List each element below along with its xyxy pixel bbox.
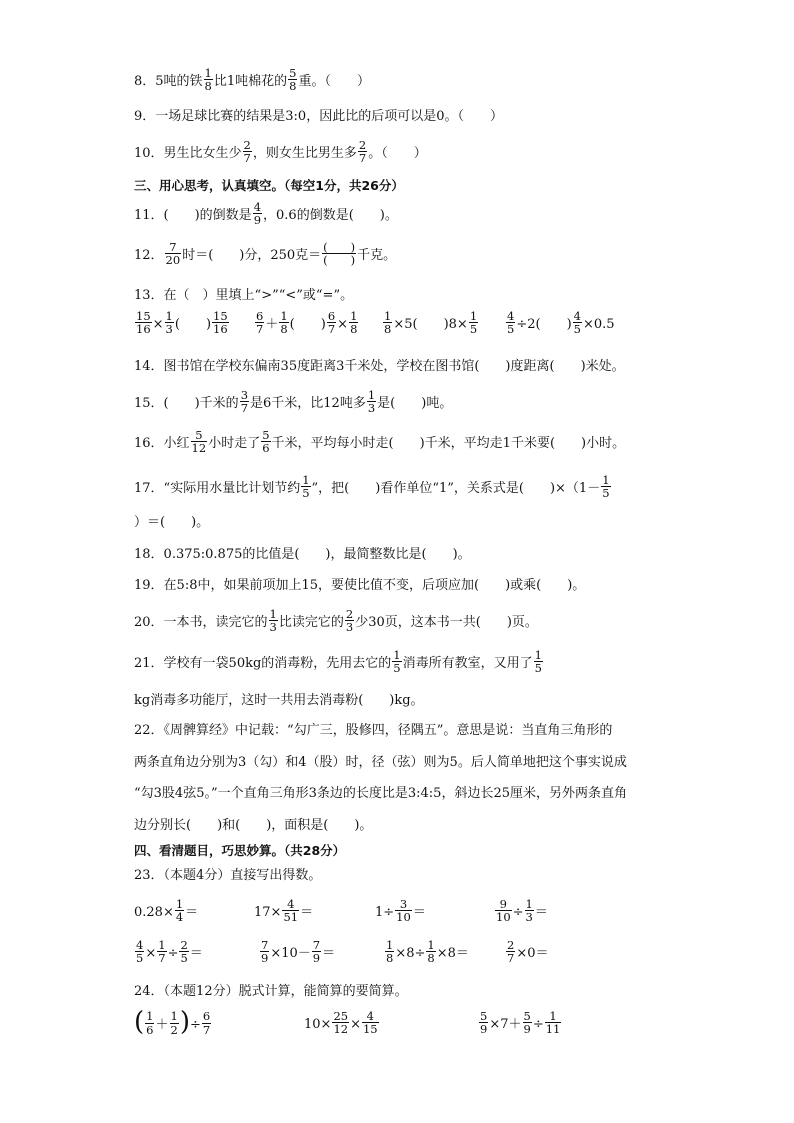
fraction-numerator: 4 <box>136 938 144 952</box>
fraction <box>269 608 278 633</box>
text-segment: ＝ <box>412 905 426 921</box>
text-segment: 。（ ） <box>368 146 427 162</box>
question-8 <box>134 66 370 94</box>
text-segment: 小时走了 <box>208 436 261 452</box>
text-segment: 10．男生比女生少 <box>134 146 242 162</box>
text-segment: ÷ <box>167 946 179 962</box>
fraction <box>367 389 376 414</box>
question-20 <box>134 607 538 635</box>
text-segment: 16．小红 <box>134 436 190 452</box>
fraction-numerator: 15 <box>213 309 228 323</box>
question-23 <box>134 869 321 882</box>
comparison-3[interactable] <box>382 309 479 337</box>
fraction <box>506 939 515 964</box>
fraction <box>204 67 213 92</box>
fraction-numerator: 5 <box>191 429 208 442</box>
fraction-denominator: 5 <box>573 322 581 337</box>
comparison-2[interactable] <box>254 309 359 337</box>
fraction-numerator: 1 <box>602 473 610 487</box>
fraction-denominator: 12 <box>333 1022 349 1037</box>
fraction-denominator: 16 <box>213 322 228 337</box>
fraction-denominator: 5 <box>602 486 610 501</box>
fraction <box>288 67 297 92</box>
fraction-denominator: 8 <box>386 951 394 966</box>
fraction <box>362 1010 379 1035</box>
question-21 <box>134 648 544 676</box>
fraction-numerator: 1 <box>367 388 376 402</box>
fraction <box>279 310 288 335</box>
q8-text-c: 重。（ ） <box>298 74 370 90</box>
fraction-numerator: 3 <box>395 898 412 911</box>
text-segment: ÷ <box>512 905 524 921</box>
text-segment: ＝ <box>189 946 203 962</box>
text-segment: 17．“实际用水量比计划节约 <box>134 481 301 497</box>
fraction-numerator: 1 <box>269 607 277 621</box>
fraction-numerator: 2 <box>358 138 367 152</box>
question-24 <box>134 985 408 998</box>
oral-calc-3[interactable] <box>375 897 426 925</box>
text-segment: ＝ <box>322 946 336 962</box>
fraction-numerator: 4 <box>282 898 299 911</box>
fraction-numerator: 5 <box>480 1009 488 1023</box>
text-segment: 17× <box>254 905 282 921</box>
oral-calc-6[interactable] <box>259 938 336 966</box>
fraction-numerator: 3 <box>240 388 249 402</box>
fraction-denominator: 5 <box>534 661 542 676</box>
fraction <box>525 898 534 923</box>
text-segment: ＝ <box>185 905 199 921</box>
fraction-numerator: 1 <box>204 66 212 80</box>
fraction-numerator: 4 <box>573 309 581 323</box>
fraction <box>301 474 310 499</box>
question-22-line-1 <box>134 724 612 737</box>
fraction-denominator: 3 <box>165 322 173 337</box>
fraction-denominator: 4 <box>175 910 184 925</box>
fraction-denominator: 8 <box>280 322 288 337</box>
fraction <box>523 1010 532 1035</box>
fraction-numerator: 4 <box>507 309 515 323</box>
oral-calc-2[interactable] <box>254 897 314 925</box>
text-segment: ÷2( ) <box>516 317 572 333</box>
fraction-numerator: 6 <box>202 1009 211 1024</box>
fraction <box>202 1010 211 1035</box>
fraction-numerator: 25 <box>333 1009 349 1023</box>
fraction <box>495 898 512 923</box>
text-segment: ×0.5 <box>582 317 615 333</box>
text-segment: 14．图书馆在学校东偏南35度距离3千米处，学校在图书馆( )度距离( )米处。 <box>134 359 625 374</box>
text-segment: × <box>152 317 164 333</box>
fraction-denominator: 9 <box>523 1022 531 1037</box>
fraction-numerator: 5 <box>523 1009 531 1023</box>
text-segment: 24．（本题12分）脱式计算，能简算的要简算。 <box>134 984 408 999</box>
question-12 <box>134 240 397 268</box>
fraction <box>261 429 270 454</box>
text-segment: 比读完它的 <box>278 615 344 631</box>
fraction <box>349 310 358 335</box>
fraction-numerator: 5 <box>262 428 270 442</box>
fraction <box>327 310 336 335</box>
fraction <box>191 429 208 454</box>
fraction-numerator: 1 <box>302 473 310 487</box>
text-segment: 少30页，这本书一共( )页。 <box>355 615 538 631</box>
fraction-denominator: 7 <box>256 322 264 337</box>
text-segment: ＋ <box>155 1017 169 1033</box>
oral-calc-4[interactable] <box>494 897 548 925</box>
fraction-numerator: 1 <box>384 309 392 323</box>
fraction <box>170 1010 179 1035</box>
fraction-numerator: 1 <box>280 309 288 323</box>
fraction-denominator: 5 <box>302 486 310 501</box>
text-segment: ×7＋ <box>489 1017 522 1033</box>
question-15 <box>134 388 453 416</box>
fraction-numerator: 1 <box>469 309 478 323</box>
text-segment: ( ) <box>174 317 212 333</box>
fraction <box>175 898 184 923</box>
fraction <box>282 898 299 923</box>
text-segment: 21．学校有一袋50kg的消毒粉，先用去它的 <box>134 656 392 672</box>
fraction-numerator: 1 <box>170 1009 178 1024</box>
text-segment: ）＝( )。 <box>134 515 210 530</box>
text-segment: ＝ <box>300 905 314 921</box>
text-segment: 消毒所有教室，又用了 <box>402 656 533 672</box>
fraction-denominator: 12 <box>191 441 207 456</box>
text-segment: 时＝( )分，250克＝ <box>182 248 322 264</box>
fraction <box>243 139 252 164</box>
stepwise-calc-1[interactable] <box>134 1007 212 1038</box>
fraction <box>426 939 435 964</box>
oral-calc-1[interactable] <box>134 897 199 925</box>
fraction-numerator: 1 <box>525 897 533 911</box>
fraction <box>255 310 264 335</box>
fraction <box>601 474 610 499</box>
fraction-denominator: 10 <box>496 910 511 925</box>
fraction <box>392 649 401 674</box>
fraction-numerator: 1 <box>545 1010 562 1023</box>
fraction-denominator: 9 <box>312 951 321 966</box>
fraction-denominator: 3 <box>345 620 354 635</box>
text-segment: 千克。 <box>357 248 397 264</box>
text-segment: 18．0.375:0.875的比值是( )，最简整数比是( )。 <box>134 547 471 562</box>
fraction <box>469 310 478 335</box>
comparison-4[interactable] <box>505 309 615 337</box>
fraction-denominator: 7 <box>240 401 249 416</box>
question-19 <box>134 579 585 592</box>
text-segment: ＋ <box>265 317 279 333</box>
fraction-denominator: 3 <box>269 620 277 635</box>
fraction-numerator: 1 <box>146 1009 154 1024</box>
text-segment: ＝ <box>534 905 548 921</box>
fraction-denominator: 6 <box>262 441 270 456</box>
fraction-denominator: 7 <box>202 1022 211 1037</box>
fraction-denominator: 11 <box>545 1022 561 1037</box>
text-segment: kg消毒多功能厅，这时一共用去消毒粉( )kg。 <box>134 693 424 708</box>
fraction-denominator: 7 <box>327 322 336 337</box>
fraction <box>332 1010 349 1035</box>
fraction-denominator: 8 <box>427 951 435 966</box>
question-22-line-2 <box>134 756 627 769</box>
parenthesis: ) <box>179 1007 190 1037</box>
fraction <box>312 939 321 964</box>
comparison-1[interactable] <box>134 309 230 337</box>
text-segment: 是( )吨。 <box>377 396 453 412</box>
text-segment: ×5( )8× <box>393 317 468 333</box>
fraction-denominator: 5 <box>393 661 401 676</box>
fraction-numerator: 2 <box>345 607 354 621</box>
fraction <box>145 1010 154 1035</box>
fraction-denominator: 3 <box>367 401 376 416</box>
question-22-line-4 <box>134 819 372 832</box>
stepwise-calc-2[interactable] <box>304 1009 380 1037</box>
fraction-denominator: 5 <box>180 951 188 966</box>
fraction <box>383 310 392 335</box>
parenthesis: ( <box>134 1007 145 1037</box>
text-segment: 0.28× <box>134 905 174 921</box>
text-segment: 20．一本书，读完它的 <box>134 615 268 631</box>
question-14 <box>134 360 625 373</box>
fraction-numerator: 2 <box>180 938 188 952</box>
fraction-denominator: 2 <box>170 1022 178 1037</box>
text-segment: × <box>337 317 349 333</box>
fraction-numerator: 5 <box>289 66 297 80</box>
text-segment: ( ) <box>289 317 326 333</box>
fraction <box>385 939 394 964</box>
fraction-denominator: 8 <box>204 79 212 94</box>
fraction-blank[interactable] <box>322 241 356 266</box>
question-17-line-2 <box>134 516 209 529</box>
fraction-denominator: 7 <box>243 151 251 166</box>
text-segment: ×10－ <box>270 946 311 962</box>
oral-calc-7[interactable] <box>384 938 469 966</box>
fraction-numerator: 1 <box>175 897 184 911</box>
text-segment: ×8＝ <box>436 946 469 962</box>
fraction <box>479 1010 488 1035</box>
fraction-denominator: 51 <box>283 910 299 925</box>
fraction <box>212 310 229 335</box>
text-segment: ÷ <box>532 1017 544 1033</box>
question-17 <box>134 473 612 501</box>
fraction-numerator: 1 <box>534 648 542 662</box>
text-segment: ÷ <box>189 1017 201 1033</box>
fraction-numerator: 1 <box>350 309 358 323</box>
fraction <box>395 898 412 923</box>
text-segment: × <box>350 1017 361 1033</box>
fraction-numerator: 6 <box>327 309 336 323</box>
fraction-numerator: 2 <box>243 138 251 152</box>
text-segment: ×0＝ <box>516 946 549 962</box>
stepwise-calc-3[interactable] <box>478 1009 562 1037</box>
text-segment: 10× <box>304 1017 332 1033</box>
fraction-numerator: ( ) <box>323 240 356 254</box>
fraction <box>345 608 354 633</box>
fraction-numerator: 4 <box>253 200 262 214</box>
fraction <box>358 139 367 164</box>
section-4-heading <box>134 845 345 858</box>
question-18 <box>134 548 471 561</box>
question-22-line-3 <box>134 787 627 800</box>
fraction-numerator: 1 <box>165 309 173 323</box>
fraction <box>240 389 249 414</box>
fraction <box>253 201 262 226</box>
fraction <box>260 939 269 964</box>
fraction-numerator: 1 <box>386 938 394 952</box>
text-segment: 13．在（ ）里填上“>”“<”或“=”。 <box>134 288 354 303</box>
fraction-numerator: 2 <box>507 938 515 952</box>
fraction-denominator: 7 <box>507 951 515 966</box>
text-segment: 23．（本题4分）直接写出得数。 <box>134 868 322 883</box>
fraction-denominator: 10 <box>396 910 411 925</box>
text-segment: ，0.6的倒数是( )。 <box>263 208 398 224</box>
oral-calc-8[interactable] <box>505 938 549 966</box>
fraction-numerator: 7 <box>165 241 182 254</box>
fraction-numerator: 6 <box>256 309 264 323</box>
text-segment: 1÷ <box>375 905 395 921</box>
text-segment: 19．在5:8中，如果前项加上15，要使比值不变，后项应加( )或乘( )。 <box>134 578 586 593</box>
fraction <box>135 939 144 964</box>
fraction-numerator: 1 <box>158 938 166 952</box>
text-segment: ×8÷ <box>395 946 426 962</box>
fraction-denominator: 5 <box>507 322 515 337</box>
q8-text-a: 8．5吨的铁 <box>134 74 203 90</box>
text-segment: “勾3股4弦5。”一个直角三角形3条边的长度比是3:4:5，斜边长25厘米，另外两条直角 <box>134 786 627 801</box>
fraction-numerator: 1 <box>393 648 401 662</box>
fraction <box>157 939 166 964</box>
q8-text-b: 比1吨棉花的 <box>213 74 288 90</box>
fraction-numerator: 7 <box>312 938 321 952</box>
fraction-denominator: 5 <box>136 951 144 966</box>
text-segment: 三、用心思考，认真填空。（每空1分，共26分） <box>134 178 404 193</box>
fraction-denominator: 16 <box>136 322 151 337</box>
text-segment: 15．( )千米的 <box>134 396 239 412</box>
fraction <box>573 310 582 335</box>
fraction-denominator: 7 <box>358 151 367 166</box>
fraction-denominator: 8 <box>289 79 297 94</box>
fraction <box>506 310 515 335</box>
question-11 <box>134 200 398 228</box>
fraction-denominator: 15 <box>362 1022 378 1037</box>
fraction <box>135 310 152 335</box>
text-segment: ”，把( )看作单位“1”，关系式是( )×（1－ <box>311 481 601 497</box>
fraction-numerator: 15 <box>136 309 151 323</box>
question-9 <box>134 110 503 123</box>
text-segment: 四、看清题目，巧思妙算。（共28分） <box>134 843 346 858</box>
fraction <box>534 649 543 674</box>
fraction-numerator: 9 <box>495 898 512 911</box>
oral-calc-5[interactable] <box>134 938 203 966</box>
question-16 <box>134 428 626 456</box>
section-3-heading <box>134 180 404 193</box>
fraction-denominator: 5 <box>469 322 478 337</box>
fraction-denominator: ( ) <box>323 253 356 268</box>
fraction-denominator: 7 <box>158 951 166 966</box>
fraction <box>179 939 188 964</box>
text-segment: 千米，平均每小时走( )千米，平均走1千米要( )小时。 <box>271 436 626 452</box>
fraction <box>545 1010 562 1035</box>
text-segment: × <box>145 946 157 962</box>
text-segment: 22．《周髀算经》中记载：“勾广三，股修四，径隅五”。意思是说：当直角三角形的 <box>134 723 613 738</box>
fraction-denominator: 8 <box>384 322 392 337</box>
text-segment: 11．( )的倒数是 <box>134 208 252 224</box>
text-segment: 12． <box>134 248 164 264</box>
fraction-denominator: 20 <box>165 253 181 268</box>
fraction-denominator: 9 <box>480 1022 488 1037</box>
fraction-denominator: 9 <box>253 213 262 228</box>
fraction-numerator: 7 <box>261 938 269 952</box>
fraction <box>165 241 182 266</box>
fraction-numerator: 1 <box>427 938 435 952</box>
question-13 <box>134 289 353 302</box>
question-10 <box>134 138 427 166</box>
question-21-line-2 <box>134 694 424 707</box>
text-segment: 两条直角边分别为3（勾）和4（股）时，径（弦）则为5。后人简单地把这个事实说成 <box>134 755 627 770</box>
text-segment: ，则女生比男生多 <box>252 146 357 162</box>
text-segment: 边分别长( )和( )，面积是( )。 <box>134 818 373 833</box>
fraction <box>165 310 174 335</box>
fraction-denominator: 9 <box>261 951 269 966</box>
fraction-denominator: 6 <box>146 1022 154 1037</box>
text-segment: 是6千米，比12吨多 <box>250 396 366 412</box>
fraction-numerator: 4 <box>362 1010 379 1023</box>
fraction-denominator: 8 <box>350 322 358 337</box>
q9-text: 9．一场足球比赛的结果是3:0，因此比的后项可以是0。（ ） <box>134 109 503 124</box>
fraction-denominator: 3 <box>525 910 533 925</box>
